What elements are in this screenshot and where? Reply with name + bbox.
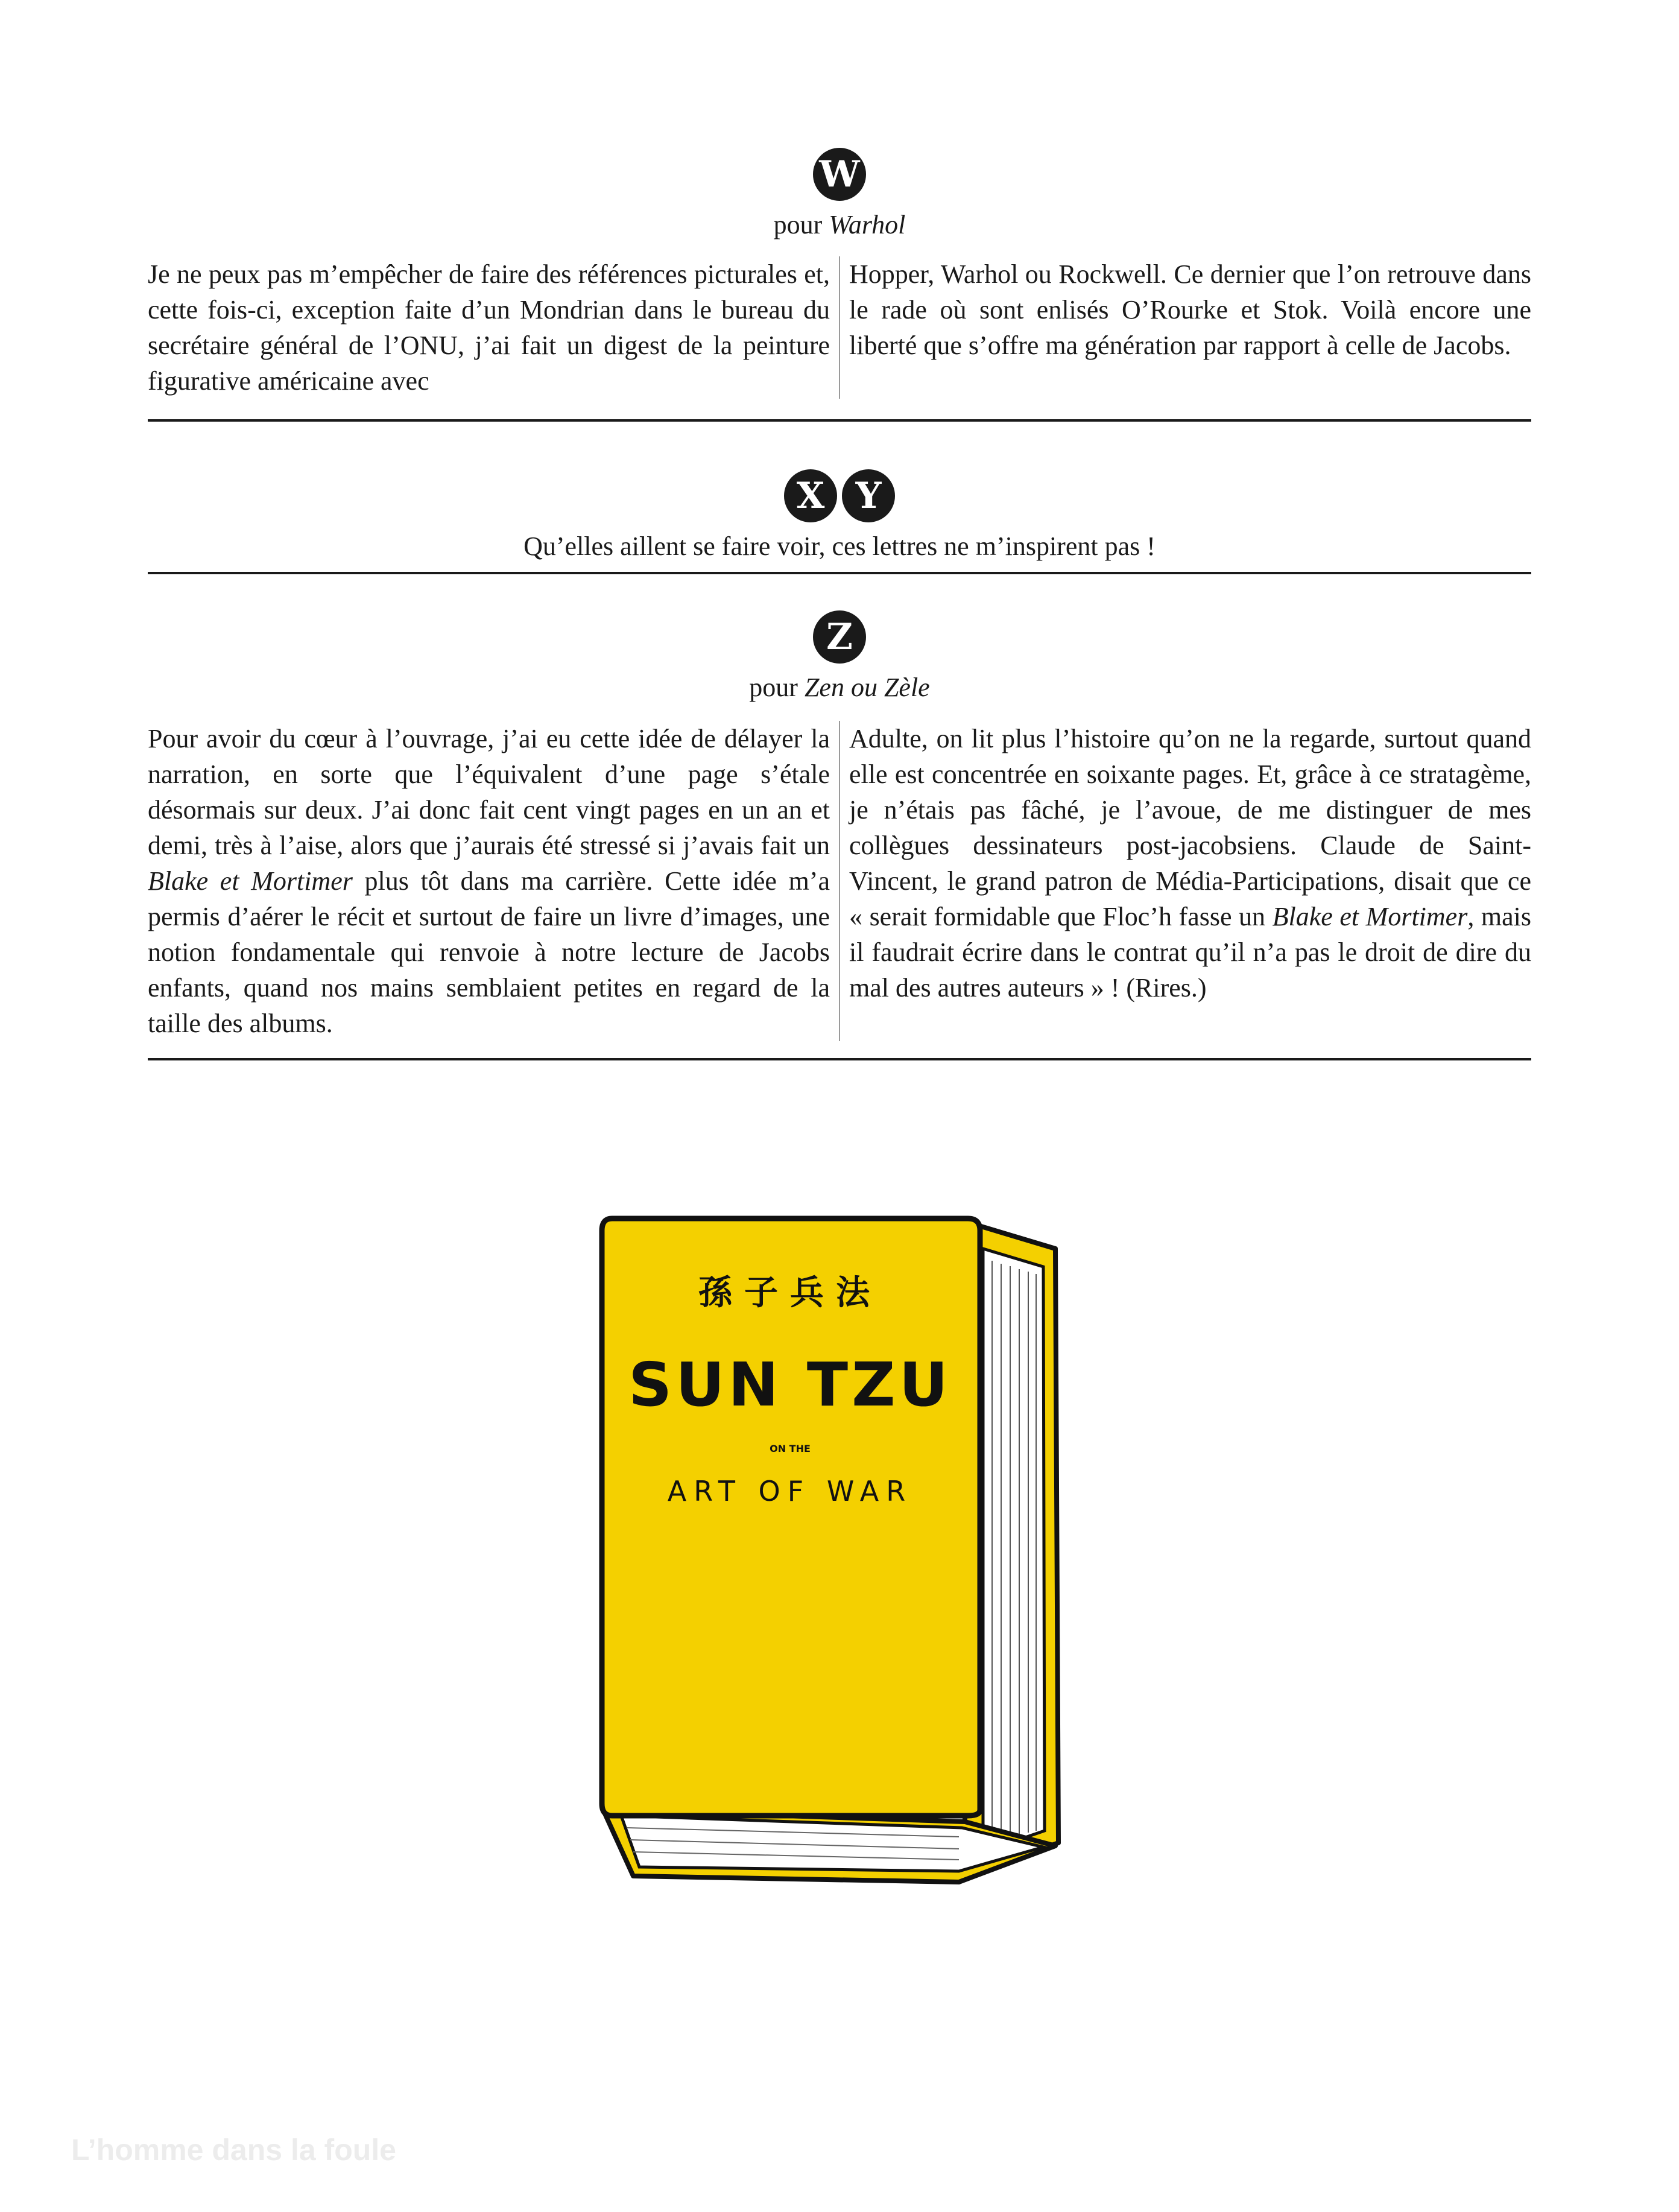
section-z-right-column: Adulte, on lit plus l’histoire qu’on ne la regarde, surtout quand elle est concentrée en soixante pages. Et, grâce à ce stratagème, je n’étais pas fâché, je l’avoue, de me distinguer de mes collègues dessinateurs post-jacobsiens. Claude de Saint-Vincent, le grand patron de Média-Participations, disait que ce « serait formidable que Floc’h fasse un Blake et Mortimer, mais il faudrait écrire dans le contrat qu’il n’a pas le droit de dire du mal des autres auteurs » ! (Rires.) [849, 724, 1531, 1003]
section-z-header [0, 610, 1679, 704]
section-z-subtitle: pour Zen ou Zèle [749, 673, 930, 702]
section-divider [148, 1058, 1531, 1060]
book-chinese-title: 孫子兵法 [698, 1273, 882, 1313]
sun-tzu-book-illustration [597, 1206, 1092, 1894]
section-xy-text: Qu’elles aillent se faire voir, ces lettres ne m’inspirent pas ! [523, 531, 1156, 561]
section-z-left-column: Pour avoir du cœur à l’ouvrage, j’ai eu cette idée de délayer la narration, en sorte que l’équivalent d’une page s’étale désormais sur deux. J’ai donc fait cent vingt pages en un an et demi, très à l’aise, alors que j’aurais été stressé si j’avais fait un Blake et Mortimer plus tôt dans ma carrière. Cette idée m’a permis d’aérer le récit et surtout de faire un livre d’images, une notion fondamentale qui renvoie à notre lecture de Jacobs enfants, quand nos mains semblaient petites en regard de la taille des albums. [148, 724, 830, 1038]
footer-watermark: L’homme dans la foule [71, 2133, 396, 2167]
letter-badge-y: Y [842, 469, 895, 522]
section-w-left-column: Je ne peux pas m’empêcher de faire des références picturales et, cette fois-ci, exception faite d’un Mondrian dans le bureau du secrétaire général de l’ONU, j’ai fait un digest de la peinture figurative américaine avec [148, 259, 830, 396]
letter-badge-z: Z [813, 610, 866, 664]
section-w-body [148, 256, 1531, 399]
letter-badge-x: X [784, 469, 837, 522]
section-divider [148, 419, 1531, 422]
section-z-body [148, 721, 1531, 1041]
section-w-subtitle: pour Warhol [773, 210, 906, 239]
book-small-text: ON THE [770, 1443, 811, 1454]
book-subtitle: ART OF WAR [667, 1475, 913, 1507]
section-divider [148, 572, 1531, 574]
book-title: SUN TZU [628, 1349, 952, 1420]
section-xy-header [0, 469, 1679, 563]
section-w-right-column: Hopper, Warhol ou Rockwell. Ce dernier que l’on retrouve dans le rade où sont enlisés O’Rourke et Stok. Voilà encore une liberté que s’offre ma génération par rapport à celle de Jacobs. [849, 259, 1531, 360]
letter-badge-w: W [813, 148, 866, 201]
section-w-header [0, 148, 1679, 241]
